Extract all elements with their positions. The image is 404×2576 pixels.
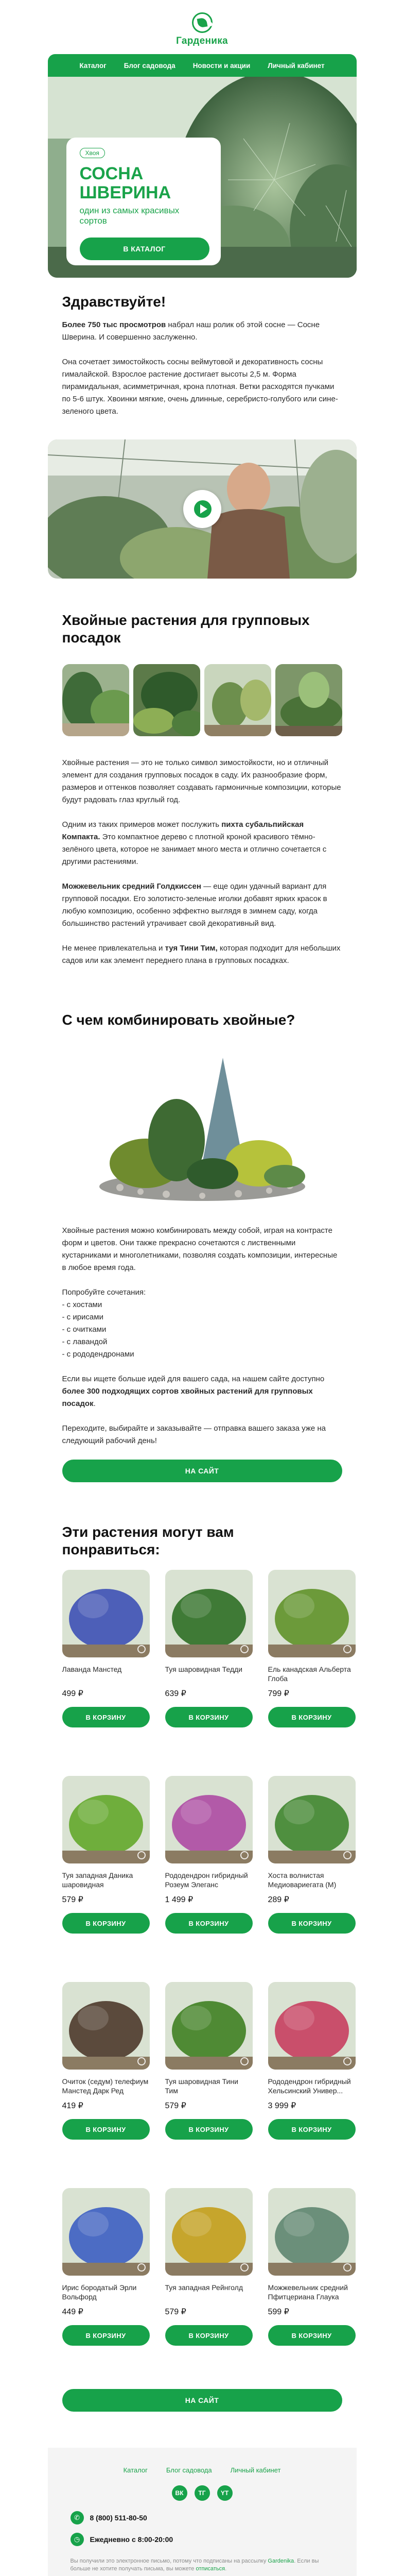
footer-link-catalog[interactable]: Каталог [123,2466,148,2474]
watermark-icon [343,2263,352,2272]
to-site-button[interactable]: НА САЙТ [62,1460,342,1482]
product-name[interactable]: Ирис бородатый Эрли Вольфорд [62,2283,137,2301]
product-photo [268,1570,356,1657]
watermark-icon [137,2263,146,2272]
watermark-icon [240,1645,249,1653]
fine-a: Вы получили это электронное письмо, потому что подписаны на рассылку [70,2558,268,2564]
add-to-cart-button[interactable]: В КОРЗИНУ [62,1707,150,1727]
hero-card [66,138,221,265]
product-image[interactable] [165,1570,253,1657]
video-preview[interactable] [48,439,357,579]
product-image[interactable] [268,1982,356,2070]
watermark-icon [240,2263,249,2272]
product-name[interactable]: Туя шаровидная Тини Тим [165,2077,238,2095]
product-card[interactable] [268,1570,356,1776]
product-photo [62,1982,150,2070]
product-price: 579 ₽ [165,2102,186,2110]
greeting-section [48,278,357,418]
combine-paragraph-3: Переходите, выбирайте и заказывайте — отправка вашего заказа уже на следующий рабочий день! [62,1424,326,1445]
product-photo [62,2188,150,2276]
group-heading: Хвойные растения для групповых посадок [62,612,310,646]
product-image[interactable] [165,1776,253,1863]
product-price: 3 999 ₽ [268,2102,296,2110]
email-body [48,0,357,2576]
greeting-paragraph-2: Она сочетает зимостойкость сосны веймутовой и декоративность сосны гималайской. Взрослое растение достигает высоты 2,5 м. Форма пирамидальная, асимметричная, крона плотная. Ветки расходятся пучками по 5-6 штук. Хвоинки мягкие, очень длинные, серебристо-голубого или сине-зеленого цвета. [62,358,338,416]
watermark-icon [343,1851,352,1859]
phone-icon: ✆ [71,2511,84,2524]
combine-paragraph-2 [62,1373,342,1410]
product-card[interactable] [165,1982,253,2188]
product-price: 579 ₽ [165,2308,186,2316]
product-card[interactable] [62,1776,150,1982]
product-photo [268,2188,356,2276]
products-heading-line2: понравиться: [62,1541,160,1557]
product-photo [62,1570,150,1657]
product-photo [62,1776,150,1863]
combine-section [48,967,357,1029]
product-name[interactable]: Хоста волнистая Медиовариегата (М) [268,1871,337,1889]
composition-image [48,1037,357,1207]
list-item: - с лавандой [62,1337,108,1346]
combine-text [48,1207,357,1482]
watermark-icon [343,1645,352,1653]
product-photo [165,2188,253,2276]
add-to-cart-button[interactable]: В КОРЗИНУ [62,1913,150,1934]
footer-link-blog[interactable]: Блог садовода [166,2466,212,2474]
thuja-tiny-tim-link[interactable]: туя Тини Тим, [165,944,218,953]
play-icon[interactable] [183,490,221,528]
hero-subtitle: один из самых красивых сортов [79,206,180,226]
product-image[interactable] [62,1982,150,2070]
product-name[interactable]: Туя западная Рейнголд [165,2283,243,2292]
nav-news[interactable]: Новости и акции [192,61,251,70]
fine-c: . [225,2566,227,2572]
product-image[interactable] [62,2188,150,2276]
product-photo [165,1776,253,1863]
combine-p2-a: Если вы ищете больше идей для вашего сада, на нашем сайте доступно [62,1375,325,1383]
add-to-cart-button[interactable]: В КОРЗИНУ [268,2325,356,2346]
product-photo [268,1776,356,1863]
combine-paragraph-1: Хвойные растения можно комбинировать между собой, играя на контрасте форм и цветов. Они также прекрасно сочетаются с лиственными кустарниками и многолетниками, позволяя создать композиции, интересные в любое время года. [62,1226,338,1272]
phone-number: 8 (800) 511-80-50 [90,2514,147,2522]
combine-heading: С чем комбинировать хвойные? [62,1012,295,1028]
product-price: 449 ₽ [62,2308,83,2316]
product-name[interactable]: Очиток (седум) телефиум Манстед Дарк Ред [62,2077,149,2095]
watermark-icon [343,2057,352,2065]
greeting-p1-rest: набрал наш ролик об этой сосне — Сосне Шверина. И совершенно заслуженно. [62,320,320,342]
logo[interactable] [48,0,357,54]
footer [48,2448,357,2576]
youtube-icon[interactable]: YT [217,2485,233,2501]
products-heading [62,1523,342,1558]
product-name[interactable]: Рододендрон гибридный Розеум Элеганс [165,1871,248,1889]
fir-compacta-link[interactable]: пихта субальпийская Компакта. [62,820,304,841]
product-card[interactable] [62,1982,150,2188]
product-price: 1 499 ₽ [165,1895,194,1904]
add-to-cart-button[interactable]: В КОРЗИНУ [62,2325,150,2346]
gallery-photo[interactable] [275,664,342,736]
product-image[interactable] [165,2188,253,2276]
combinations-list [62,1299,342,1361]
product-name[interactable]: Можжевельник средний Пфитцериана Глаука [268,2283,348,2301]
product-price: 579 ₽ [62,1895,83,1904]
product-card[interactable] [165,2188,253,2394]
logo-text: Гарденика [176,36,228,46]
combinations-title: Попробуйте сочетания: [62,1288,146,1297]
footer-hours [71,2533,334,2546]
top-nav [48,54,357,77]
hero-title-line2: ШВЕРИНА [79,183,171,202]
product-photo [268,1982,356,2070]
varieties-link[interactable]: более 300 подходящих сортов хвойных растений для групповых посадок [62,1387,313,1408]
group-paragraph-4 [62,942,342,967]
add-to-cart-button[interactable]: В КОРЗИНУ [62,2119,150,2140]
list-item: - с очитками [62,1325,107,1334]
group-p4-a: Не менее привлекательна и [62,944,165,953]
watermark-icon [240,2057,249,2065]
product-photo [165,1570,253,1657]
product-price: 499 ₽ [62,1689,83,1698]
product-price: 799 ₽ [268,1689,289,1698]
telegram-icon[interactable]: ТГ [195,2485,210,2501]
product-price: 419 ₽ [62,2102,83,2110]
nav-catalog[interactable]: Каталог [79,61,107,70]
footer-phone[interactable] [71,2511,334,2524]
product-card[interactable] [62,2188,150,2394]
gallery-photo[interactable] [133,664,200,736]
watermark-icon [137,1851,146,1859]
watermark-icon [137,2057,146,2065]
product-image[interactable] [62,1776,150,1863]
product-name[interactable]: Рододендрон гибридный Хельсинский Универ... [268,2077,351,2095]
views-highlight: Более 750 тыс просмотров [62,320,166,329]
add-to-cart-button[interactable]: В КОРЗИНУ [165,2119,253,2140]
group-section [48,579,357,647]
unsubscribe-notice [71,2557,334,2573]
group-gallery [48,664,357,736]
products-heading-line1: Эти растения могут вам [62,1524,234,1540]
group-paragraph-2 [62,819,342,868]
product-card[interactable] [268,1982,356,2188]
product-card[interactable] [62,1570,150,1776]
greeting-paragraph-1 [62,319,342,344]
product-name[interactable]: Туя шаровидная Тедди [165,1665,242,1673]
vk-icon[interactable]: ВК [172,2485,187,2501]
brand-link[interactable]: Gardenika [268,2558,294,2564]
to-site-button-bottom[interactable]: НА САЙТ [62,2389,342,2412]
nav-blog[interactable]: Блог садовода [124,61,175,70]
group-p2-c: Это компактное дерево с плотной кроной красивого тёмно-зелёного цвета, которое не занимает много места и отлично сочетается с другими растениями. [62,833,327,866]
hero-title-line1: СОСНА [79,164,144,183]
product-image[interactable] [165,1982,253,2070]
product-name[interactable]: Ель канадская Альберта Глоба [268,1665,351,1683]
clock-icon: ◷ [71,2533,84,2546]
product-photo [165,1982,253,2070]
product-grid [48,1570,357,2394]
catalog-button[interactable]: В КАТАЛОГ [80,238,209,260]
leaf-logo-icon [192,12,213,33]
list-item: - с ирисами [62,1313,103,1321]
group-p4-c: которая подходит для небольших садов или как элемент переднего плана в групповых посадках. [62,944,341,965]
product-image[interactable] [268,1570,356,1657]
group-paragraph-1: Хвойные растения — это не только символ зимостойкости, но и отличный элемент для создания групповых посадок в саду. Их разнообразие форм, размеров и оттенков позволяет создавать гармоничные композиции, которые будут радовать глаз круглый год. [62,758,341,804]
unsubscribe-link[interactable]: отписаться [196,2566,225,2572]
gallery-photo[interactable] [204,664,271,736]
product-name[interactable]: Туя западная Даника шаровидная [62,1871,133,1889]
product-card[interactable] [268,2188,356,2394]
product-image[interactable] [268,2188,356,2276]
product-image[interactable] [268,1776,356,1863]
list-item: - с рододендронами [62,1350,134,1359]
add-to-cart-button[interactable]: В КОРЗИНУ [268,1913,356,1934]
product-price: 599 ₽ [268,2308,289,2316]
footer-link-account[interactable]: Личный кабинет [230,2466,281,2474]
product-card[interactable] [165,1570,253,1776]
list-item: - с хостами [62,1300,102,1309]
hero-banner[interactable] [48,77,357,278]
add-to-cart-button[interactable]: В КОРЗИНУ [268,2119,356,2140]
add-to-cart-button[interactable]: В КОРЗИНУ [268,1707,356,1727]
group-p2-a: Одним из таких примеров может послужить [62,820,222,829]
juniper-goldkissen-link[interactable]: Можжевельник средний Голдкиссен [62,882,201,891]
products-section [48,1482,357,1558]
product-name[interactable]: Лаванда Манстед [62,1665,122,1673]
product-price: 639 ₽ [165,1689,186,1698]
product-price: 289 ₽ [268,1895,289,1904]
product-image[interactable] [62,1570,150,1657]
nav-account[interactable]: Личный кабинет [268,61,325,70]
combine-p2-c: . [93,1399,96,1408]
fine-b: . Если вы больше не хотите получать письма, вы можете [70,2558,319,2572]
greeting-heading: Здравствуйте! [62,294,166,310]
working-hours: Ежедневно с 8:00-20:00 [90,2535,173,2544]
product-card[interactable] [268,1776,356,1982]
group-p3-c: — еще один удачный вариант для групповой посадки. Его золотисто-зеленые иголки добавят ярких красок в любую композицию, особенно эффектно выглядя в зимнем саду, когда большинство растений утрачивает свой декоративный вид. [62,882,327,928]
add-to-cart-button[interactable]: В КОРЗИНУ [165,1913,253,1934]
group-paragraph-3 [62,880,342,930]
conifer-composition [48,1037,357,1207]
social-links [71,2485,334,2501]
watermark-icon [240,1851,249,1859]
add-to-cart-button[interactable]: В КОРЗИНУ [165,2325,253,2346]
add-to-cart-button[interactable]: В КОРЗИНУ [165,1707,253,1727]
group-text [48,736,357,967]
hero-title [80,164,207,202]
watermark-icon [137,1645,146,1653]
gallery-photo[interactable] [62,664,129,736]
footer-links [71,2466,334,2474]
category-badge: Хвоя [80,148,105,158]
product-card[interactable] [165,1776,253,1982]
